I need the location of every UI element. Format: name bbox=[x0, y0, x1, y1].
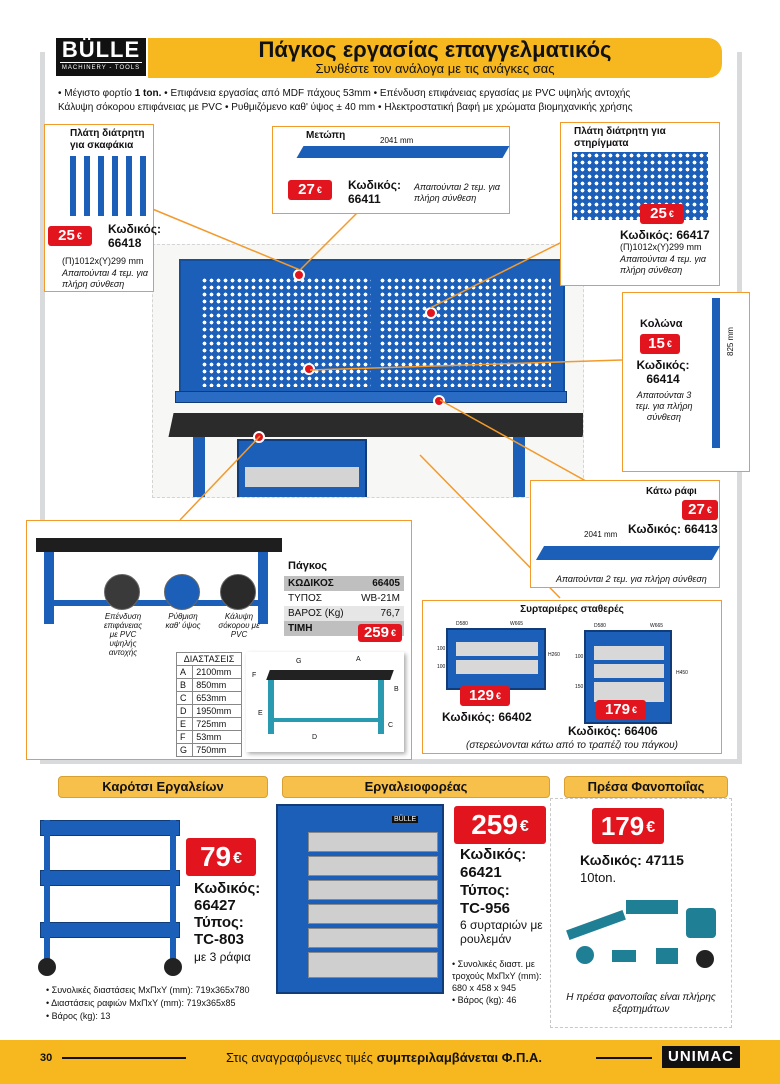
press-part bbox=[566, 910, 626, 940]
cart-type: TC-803 bbox=[194, 931, 245, 948]
drawer-dim-label: W665 bbox=[650, 623, 664, 629]
chest-type: TC-956 bbox=[460, 900, 511, 917]
drawer-3-price: 179 € bbox=[596, 700, 646, 720]
drawer bbox=[594, 646, 664, 660]
drawer-dim-label: 150 bbox=[575, 684, 584, 690]
cart-header: Καρότσι Εργαλείων bbox=[58, 776, 268, 798]
spec-value: WB-21M bbox=[361, 593, 400, 604]
acc-column-dim: 825 mm bbox=[726, 327, 735, 356]
acc-column-code-label: Κωδικός: bbox=[636, 358, 690, 372]
tool-cart-image bbox=[20, 810, 190, 980]
drawer-3-code: Κωδικός: 66406 bbox=[568, 724, 658, 738]
chest-spec: • Βάρος (kg): 46 bbox=[452, 995, 517, 1005]
footer-rule-left bbox=[62, 1057, 186, 1059]
feature-line-2: Κάλυψη σόκορου επιφάνειας με PVC • Ρυθμιζόμενο καθ' ύψος ± 40 mm • Ηλεκτροστατική βαφή με χρώματα βιομηχανικής χρήσης bbox=[58, 102, 633, 113]
drawer-dim-label: 100 bbox=[575, 654, 584, 660]
logo-text: BÜLLE bbox=[61, 37, 141, 62]
dim-letter: G bbox=[296, 658, 302, 665]
press-code: Κωδικός: 47115 bbox=[580, 852, 684, 868]
acc-column-price: 15 € bbox=[640, 334, 680, 354]
spec-key: ΤΥΠΟΣ bbox=[288, 593, 322, 604]
cart-price: 79 € bbox=[186, 838, 256, 876]
chest-type-label: Τύπος: bbox=[460, 882, 510, 899]
chest-logo: BÜLLE bbox=[394, 816, 417, 823]
cart-extra: με 3 ράφια bbox=[194, 950, 251, 964]
acc-pegs-price: 25 € bbox=[640, 204, 684, 224]
cart-spec: • Βάρος (kg): 13 bbox=[46, 1011, 111, 1021]
bench-caption-1: Επένδυση επιφάνειας με PVC υψηλής αντοχής bbox=[103, 612, 143, 657]
page-subtitle: Συνθέστε τον ανάλογα με τις ανάγκες σας bbox=[315, 61, 555, 76]
chest-extra: 6 συρταριών με ρουλεμάν bbox=[460, 918, 543, 946]
acc-bins-code-label: Κωδικός: bbox=[108, 222, 161, 236]
acc-front-code: 66411 bbox=[348, 192, 381, 206]
cart-wheel bbox=[164, 958, 182, 976]
cart-type-label: Τύπος: bbox=[194, 914, 244, 931]
dims-title: ΔΙΑΣΤΑΣΕΙΣ bbox=[177, 653, 242, 666]
tool-chest-image bbox=[276, 804, 444, 994]
press-header: Πρέσα Φανοποιΐας bbox=[564, 776, 728, 798]
acc-front-dim: 2041 mm bbox=[380, 136, 414, 145]
bench-top-image bbox=[36, 538, 282, 552]
acc-pegs-title: Πλάτη διάτρητη για στηρίγματα bbox=[574, 126, 666, 149]
spec-key: ΒΑΡΟΣ (Kg) bbox=[288, 608, 344, 619]
press-note: Η πρέσα φανοποιΐας είναι πλήρης εξαρτημάτων bbox=[566, 992, 716, 1015]
column-image bbox=[712, 298, 720, 448]
dim-key: A bbox=[177, 666, 193, 679]
dimensions-table bbox=[176, 652, 242, 757]
acc-front-note: Απαιτούνται 2 τεμ. για πλήρη σύνθεση bbox=[414, 182, 500, 203]
dim-key: B bbox=[177, 679, 193, 692]
chest-spec: • Συνολικές διαστ. με τροχούς ΜxΠxΥ (mm): 680 x 458 x 945 bbox=[452, 959, 542, 993]
dim-letter: B bbox=[394, 686, 399, 693]
acc-front-code-label: Κωδικός: bbox=[348, 178, 401, 192]
unimac-logo: UNIMAC bbox=[662, 1046, 740, 1068]
page-title: Πάγκος εργασίας επαγγελματικός bbox=[258, 37, 612, 62]
dim-value: 53mm bbox=[193, 731, 242, 744]
drawer-dim-label: 100 bbox=[437, 664, 446, 670]
drawer-dim-label: H260 bbox=[548, 652, 560, 658]
cart-spec: • Διαστάσεις ραφιών ΜxΠxΥ (mm): 719x365x85 bbox=[46, 998, 236, 1008]
footer-rule-right bbox=[596, 1057, 652, 1059]
chest-drawer bbox=[308, 952, 438, 978]
drawer-dim-label: D580 bbox=[594, 623, 606, 629]
drawer-2-code: Κωδικός: 66402 bbox=[442, 710, 532, 724]
drawers-title: Συρταριέρες σταθερές bbox=[520, 604, 624, 615]
cart-post bbox=[170, 820, 176, 960]
bench-caption-3: Κάλυψη σόκορου με PVC bbox=[218, 612, 260, 639]
drawer-dim-label: 100 bbox=[437, 646, 446, 652]
cart-code: 66427 bbox=[194, 897, 236, 914]
acc-pegs-note: Απαιτούνται 4 τεμ. για πλήρη σύνθεση bbox=[620, 254, 706, 275]
dim-letter: C bbox=[388, 722, 394, 729]
bench-leg bbox=[44, 552, 54, 624]
footer-text: Στις αναγραφόμενες τιμές συμπεριλαμβάνεται Φ.Π.Α. bbox=[226, 1050, 543, 1065]
drawer-2-price: 129 € bbox=[460, 686, 510, 706]
logo-subtext: MACHINERY - TOOLS bbox=[60, 62, 142, 73]
dim-value: 750mm bbox=[193, 744, 242, 757]
spec-key: ΚΩΔΙΚΟΣ bbox=[288, 578, 334, 589]
chest-specs bbox=[452, 958, 552, 1006]
drawing-rail bbox=[274, 718, 378, 722]
dim-letter: A bbox=[356, 656, 361, 663]
drawer bbox=[456, 660, 538, 674]
spec-value: 76,7 bbox=[380, 608, 400, 619]
press-part bbox=[612, 950, 636, 962]
dim-value: 653mm bbox=[193, 692, 242, 705]
acc-column-note: Απαιτούνται 3 τεμ. για πλήρη σύνθεση bbox=[635, 390, 693, 422]
drawing-leg bbox=[378, 680, 384, 734]
bench-caption-2: Ρύθμιση καθ' ύψος bbox=[165, 612, 201, 630]
chest-drawer bbox=[308, 928, 438, 948]
acc-pegs-dims: (Π)1012x(Y)299 mm bbox=[620, 242, 702, 252]
dim-key: C bbox=[177, 692, 193, 705]
dim-key: D bbox=[177, 705, 193, 718]
chest-drawer bbox=[308, 832, 438, 852]
acc-shelf-note: Απαιτούνται 2 τεμ. για πλήρη σύνθεση bbox=[556, 574, 707, 584]
dim-letter: F bbox=[252, 672, 257, 679]
drawing-leg bbox=[268, 680, 274, 734]
chest-drawer bbox=[308, 880, 438, 900]
chest-header: Εργαλειοφορέας bbox=[282, 776, 550, 798]
drawer bbox=[456, 642, 538, 656]
drawer-unit-2 bbox=[446, 628, 546, 690]
acc-bins-price: 25 € bbox=[48, 226, 92, 246]
cart-shelf bbox=[40, 820, 180, 836]
acc-column-code: 66414 bbox=[646, 372, 680, 386]
press-kit-image bbox=[556, 890, 728, 980]
dim-key: G bbox=[177, 744, 193, 757]
dim-letter: D bbox=[312, 734, 318, 741]
acc-shelf-dim: 2041 mm bbox=[584, 530, 618, 539]
chest-drawer bbox=[308, 856, 438, 876]
spec-value: 66405 bbox=[372, 578, 400, 589]
press-part bbox=[576, 946, 594, 964]
chest-code: 66421 bbox=[460, 864, 502, 881]
cart-shelf bbox=[40, 922, 180, 938]
bench-price: 259 € bbox=[358, 624, 402, 642]
drawer-dim-label: H450 bbox=[676, 670, 688, 676]
cart-post bbox=[44, 820, 50, 960]
acc-front-price: 27 € bbox=[288, 180, 332, 200]
bench-table-title: Πάγκος bbox=[288, 560, 328, 572]
press-part bbox=[686, 908, 716, 938]
acc-bins-dims: (Π)1012x(Y)299 mm bbox=[62, 256, 144, 266]
dim-value: 2100mm bbox=[193, 666, 242, 679]
acc-bins-title: Πλάτη διάτρητη για σκαφάκια bbox=[70, 128, 145, 151]
acc-front-title: Μετώπη bbox=[306, 130, 346, 141]
drawer-dim-label: D580 bbox=[456, 621, 468, 627]
chest-code-label: Κωδικός: bbox=[460, 846, 527, 863]
acc-bins-note: Απαιτούνται 4 τεμ. για πλήρη σύνθεση bbox=[62, 268, 148, 289]
cart-wheel bbox=[38, 958, 56, 976]
dim-value: 725mm bbox=[193, 718, 242, 731]
dim-letter: E bbox=[258, 710, 263, 717]
cart-shelf bbox=[40, 870, 180, 886]
front-profile-image bbox=[297, 146, 510, 158]
acc-shelf-title: Κάτω ράφι bbox=[646, 486, 697, 497]
bins-panel-image bbox=[62, 156, 146, 216]
dim-key: F bbox=[177, 731, 193, 744]
acc-pegs-code: Κωδικός: 66417 bbox=[620, 228, 710, 242]
chest-price: 259 € bbox=[454, 806, 546, 844]
press-part bbox=[696, 950, 714, 968]
cart-spec: • Συνολικές διαστάσεις ΜxΠxΥ (mm): 719x365x780 bbox=[46, 985, 250, 995]
drawer-dim-label: W665 bbox=[510, 621, 524, 627]
press-part bbox=[656, 948, 678, 964]
drawer bbox=[594, 682, 664, 702]
detail-circle bbox=[164, 574, 200, 610]
dim-value: 1950mm bbox=[193, 705, 242, 718]
cart-specs bbox=[46, 984, 250, 1023]
press-part bbox=[626, 900, 678, 914]
detail-circle bbox=[104, 574, 140, 610]
spec-key: ΤΙΜΗ bbox=[288, 623, 313, 634]
acc-shelf-price: 27 € bbox=[682, 500, 718, 520]
acc-shelf-code: Κωδικός: 66413 bbox=[628, 522, 718, 536]
chest-drawer bbox=[308, 904, 438, 924]
page-number: 30 bbox=[40, 1052, 53, 1064]
dim-key: E bbox=[177, 718, 193, 731]
bench-dimension-drawing bbox=[246, 652, 404, 752]
drawer bbox=[594, 664, 664, 678]
shelf-image bbox=[536, 546, 720, 560]
press-extra: 10ton. bbox=[580, 870, 617, 885]
detail-circle bbox=[220, 574, 256, 610]
cart-code-label: Κωδικός: bbox=[194, 880, 261, 897]
drawers-note: (στερεώνονται κάτω από το τραπέζι του πάγκου) bbox=[466, 740, 678, 751]
acc-bins-code: 66418 bbox=[108, 236, 142, 250]
drawing-top bbox=[266, 670, 394, 680]
press-price: 179 € bbox=[592, 808, 664, 844]
feature-line-1: • Μέγιστο φορτίο 1 ton. • Επιφάνεια εργασίας από MDF πάχους 53mm • Επένδυση επιφάνειας εργασίας με PVC υψηλής αντοχής bbox=[58, 88, 631, 99]
dim-value: 850mm bbox=[193, 679, 242, 692]
acc-column-title: Κολώνα bbox=[640, 318, 683, 330]
